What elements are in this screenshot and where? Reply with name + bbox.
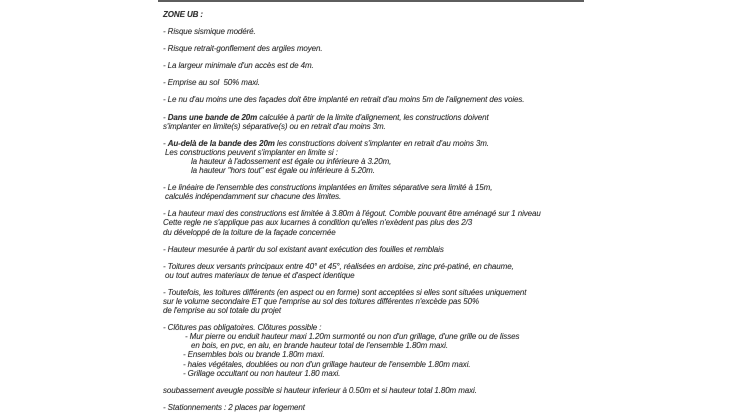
paragraph	[163, 78, 723, 87]
text-line	[163, 44, 723, 53]
text-line	[163, 157, 723, 166]
paragraph	[163, 288, 723, 315]
text-segment: ou tout autres materiaux de tenue et d'aspect identique	[165, 270, 355, 280]
text-line	[163, 148, 723, 157]
text-line	[163, 262, 723, 271]
paragraph	[163, 27, 723, 36]
document-body	[163, 27, 723, 412]
text-line	[163, 369, 723, 378]
text-line	[163, 245, 723, 254]
paragraph	[163, 139, 723, 175]
paragraph	[163, 95, 723, 104]
paragraph	[163, 183, 723, 201]
paragraph	[163, 386, 723, 395]
paragraph	[163, 262, 723, 280]
text-line	[163, 341, 723, 350]
text-line	[163, 209, 723, 218]
paragraph	[163, 61, 723, 70]
paragraph	[163, 245, 723, 254]
text-segment: - Stationnements : 2 places par logement	[163, 402, 305, 412]
text-line	[163, 297, 723, 306]
text-segment: de l'emprise au sol totale du projet	[163, 306, 281, 316]
text-segment: - haies végétales, doublées ou non d'un grillage hauteur de l'ensemble 1.80m maxi.	[183, 359, 471, 369]
text-segment: en bois, en pvc, en alu, en brande hauteur total de l'ensemble 1.80m maxi.	[191, 341, 448, 351]
text-segment: sur le volume secondaire ET que l'emprise au sol des toitures différentes n'excède pas 50%	[163, 296, 480, 306]
text-segment: - Ensembles bois ou brande 1.80m maxi.	[183, 350, 325, 360]
text-line	[163, 306, 723, 315]
text-segment: -	[163, 138, 168, 148]
text-segment: - Risque retrait-gonflement des argiles moyen.	[163, 44, 323, 54]
document-page	[163, 10, 723, 412]
text-segment: la hauteur à l'adossement est égale ou inférieure à 3.20m,	[191, 156, 392, 166]
text-segment: - Toitures deux versants principaux entre 40° et 45°, réalisées en ardoise, zinc pré-patiné, en chaume,	[163, 261, 514, 271]
text-line	[163, 122, 723, 131]
text-line	[163, 228, 723, 237]
text-segment: les constructions doivent s'implanter en retrait d'au moins 3m.	[274, 138, 489, 148]
text-segment: -	[163, 112, 168, 122]
text-line	[163, 27, 723, 36]
text-segment: - Le linéaire de l'ensemble des constructions implantées en limites séparative sera limité à 15m,	[163, 183, 493, 193]
text-segment: - Grillage occultant ou non hauteur 1.80 maxi.	[183, 368, 341, 378]
text-line	[163, 288, 723, 297]
text-segment: calculée à partir de la limite d'alignement, les constructions doivent	[257, 112, 489, 122]
bold-text-segment: Dans une bande de 20m	[167, 112, 258, 122]
paragraph	[163, 403, 723, 412]
text-segment: Cette regle ne s'applique pas aux lucarnes à condition qu'elles n'exèdent pas plus des 2/3	[163, 218, 473, 228]
text-segment: - La hauteur maxi des constructions est limitée à 3.80m à l'égout. Comble pouvant être aménagé sur 1 niveau	[163, 209, 541, 219]
text-segment: soubassement aveugle possible si hauteur inferieur à 0.50m et si hauteur total 1.80m maxi.	[163, 385, 477, 395]
text-segment: - Mur pierre ou enduit hauteur maxi 1.20m surmonté ou non d'un grillage, d'une grille ou de lisses	[185, 332, 520, 342]
text-line	[163, 113, 723, 122]
text-line	[163, 183, 723, 192]
text-line	[163, 166, 723, 175]
text-segment: - Risque sismique modéré.	[163, 27, 256, 37]
text-line	[163, 95, 723, 104]
text-line	[163, 403, 723, 412]
bold-text-segment: Au-delà de la bande des 20m	[167, 138, 275, 148]
text-line	[163, 332, 723, 341]
text-segment: - Toutefois, les toitures différents (en aspect ou en forme) sont acceptées si elles sont situées uniquement	[163, 287, 527, 297]
text-segment: - Hauteur mesurée à partir du sol existant avant exécution des fouilles et remblais	[163, 244, 444, 254]
text-line	[163, 323, 723, 332]
text-segment: - Emprise au sol 50% maxi.	[163, 78, 260, 88]
paragraph	[163, 44, 723, 53]
text-line	[163, 360, 723, 369]
text-line	[163, 61, 723, 70]
text-line	[163, 350, 723, 359]
text-line	[163, 386, 723, 395]
text-segment: - Clôtures pas obligatoires. Clôtures possible :	[163, 323, 322, 333]
text-segment: calculés indépendamment sur chacune des limites.	[165, 192, 342, 202]
text-segment: Les constructions peuvent s'implanter en limite si :	[165, 147, 338, 157]
text-line	[163, 218, 723, 227]
text-segment: la hauteur "hors tout" est égale ou inférieure à 5.20m.	[191, 166, 375, 176]
text-line	[163, 192, 723, 201]
text-line	[163, 271, 723, 280]
text-segment: - La largeur minimale d'un accès est de 4m.	[163, 61, 314, 71]
text-segment: s'implanter en limite(s) séparative(s) ou en retrait d'au moins 3m.	[163, 121, 386, 131]
paragraph	[163, 113, 723, 131]
paragraph	[163, 323, 723, 378]
paragraph	[163, 209, 723, 236]
document-title: ZONE UB :	[163, 10, 203, 19]
text-line	[163, 139, 723, 148]
text-line	[163, 78, 723, 87]
text-segment: - Le nu d'au moins une des façades doit être implanté en retrait d'au moins 5m de l'alignement des voies.	[163, 95, 525, 105]
page-top-rule	[158, 0, 584, 2]
text-segment: du développé de la toiture de la façade concernée	[163, 227, 336, 237]
